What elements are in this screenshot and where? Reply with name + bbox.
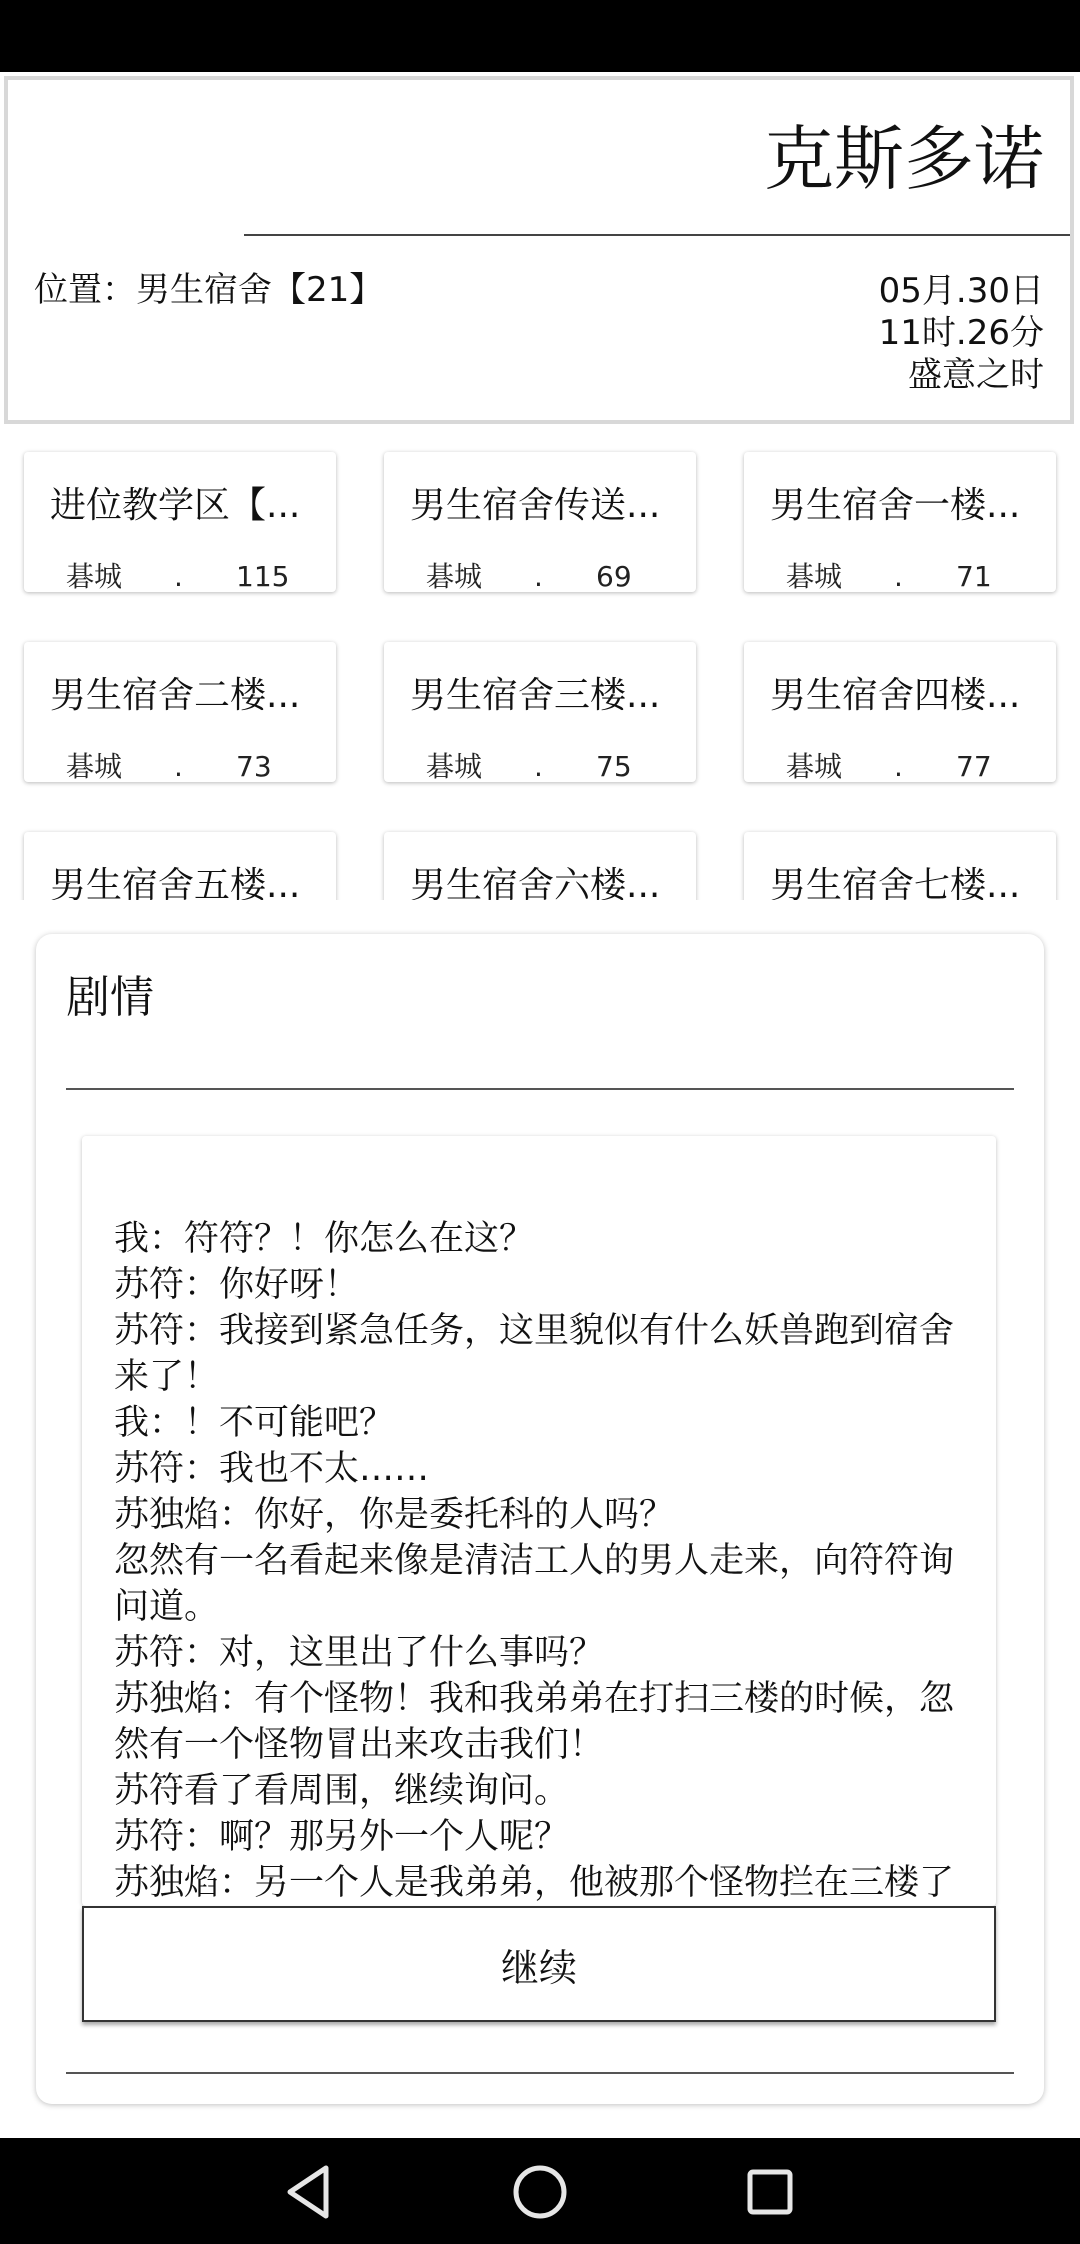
- story-divider: [66, 1088, 1014, 1090]
- current-location: 位置：男生宿舍【21】: [34, 270, 384, 310]
- location-separator: .: [894, 560, 903, 593]
- game-period: 盛意之时: [908, 355, 1044, 395]
- story-dialog: [36, 934, 1044, 2104]
- location-separator: .: [534, 560, 543, 593]
- location-name: 男生宿舍七楼...: [770, 865, 1021, 900]
- location-name: 男生宿舍四楼...: [770, 675, 1021, 716]
- header-panel: [4, 76, 1074, 424]
- game-time: 11时.26分: [878, 313, 1044, 353]
- location-number: 77: [956, 750, 992, 783]
- navigation-bar: [0, 2138, 1080, 2244]
- location-card[interactable]: [24, 642, 336, 782]
- story-text-scroll[interactable]: [82, 1136, 996, 1906]
- location-separator: .: [174, 750, 183, 783]
- location-name: 男生宿舍一楼...: [770, 485, 1021, 526]
- location-name: 男生宿舍六楼...: [410, 865, 661, 900]
- location-separator: .: [894, 750, 903, 783]
- continue-button[interactable]: 继续: [82, 1906, 996, 2022]
- location-name: 进位教学区【...: [50, 485, 301, 526]
- story-title: 剧情: [66, 972, 154, 1023]
- location-separator: .: [174, 560, 183, 593]
- location-card[interactable]: [384, 642, 696, 782]
- recents-square-icon[interactable]: [738, 2160, 802, 2224]
- location-region: 碁城: [786, 750, 843, 783]
- location-region: 碁城: [66, 750, 123, 783]
- location-number: 71: [956, 560, 992, 593]
- location-card[interactable]: [744, 642, 1056, 782]
- location-number: 69: [596, 560, 632, 593]
- location-card[interactable]: [384, 832, 696, 900]
- back-triangle-icon[interactable]: [278, 2160, 342, 2224]
- home-circle-icon[interactable]: [508, 2160, 572, 2224]
- location-name: 男生宿舍传送...: [410, 485, 661, 526]
- location-number: 115: [236, 560, 290, 593]
- location-name: 男生宿舍三楼...: [410, 675, 661, 716]
- location-number: 75: [596, 750, 632, 783]
- game-datetime: [879, 270, 1044, 396]
- location-card[interactable]: [744, 452, 1056, 592]
- location-card[interactable]: [24, 452, 336, 592]
- app-title: 克斯多诺: [764, 118, 1044, 200]
- story-bottom-divider: [66, 2072, 1014, 2074]
- location-name: 男生宿舍五楼...: [50, 865, 301, 900]
- location-separator: .: [534, 750, 543, 783]
- location-name: 男生宿舍二楼...: [50, 675, 301, 716]
- location-region: 碁城: [786, 560, 843, 593]
- location-region: 碁城: [426, 560, 483, 593]
- location-region: 碁城: [66, 560, 123, 593]
- location-card[interactable]: [384, 452, 696, 592]
- location-region: 碁城: [426, 750, 483, 783]
- location-number: 73: [236, 750, 272, 783]
- location-grid[interactable]: [0, 440, 1080, 900]
- game-date: 05月.30日: [878, 271, 1044, 311]
- status-bar: [0, 0, 1080, 72]
- location-card[interactable]: [24, 832, 336, 900]
- header-divider: [244, 234, 1070, 236]
- story-text: 我：符符？！你怎么在这？ 苏符：你好呀！ 苏符：我接到紧急任务，这里貌似有什么妖兽跑到宿舍来了！ 我：！不可能吧？ 苏符：我也不太…… 苏独焰：你好，你是委托科的人吗？ 忽然有一名看起来像是清洁工人的男人走来，向符符询问道。 苏符：对，这里出了什么事吗？ 苏独焰：有个怪物！我和我弟弟在打扫三楼的时候，忽然有一个怪物冒出来攻击我们！ 苏符看了看周围，继续询问。 苏符：啊？那另外一个人呢？ 苏独焰：另一个人是我弟弟，他被那个怪物拦在三楼了: [114, 1219, 955, 1903]
- location-card[interactable]: [744, 832, 1056, 900]
